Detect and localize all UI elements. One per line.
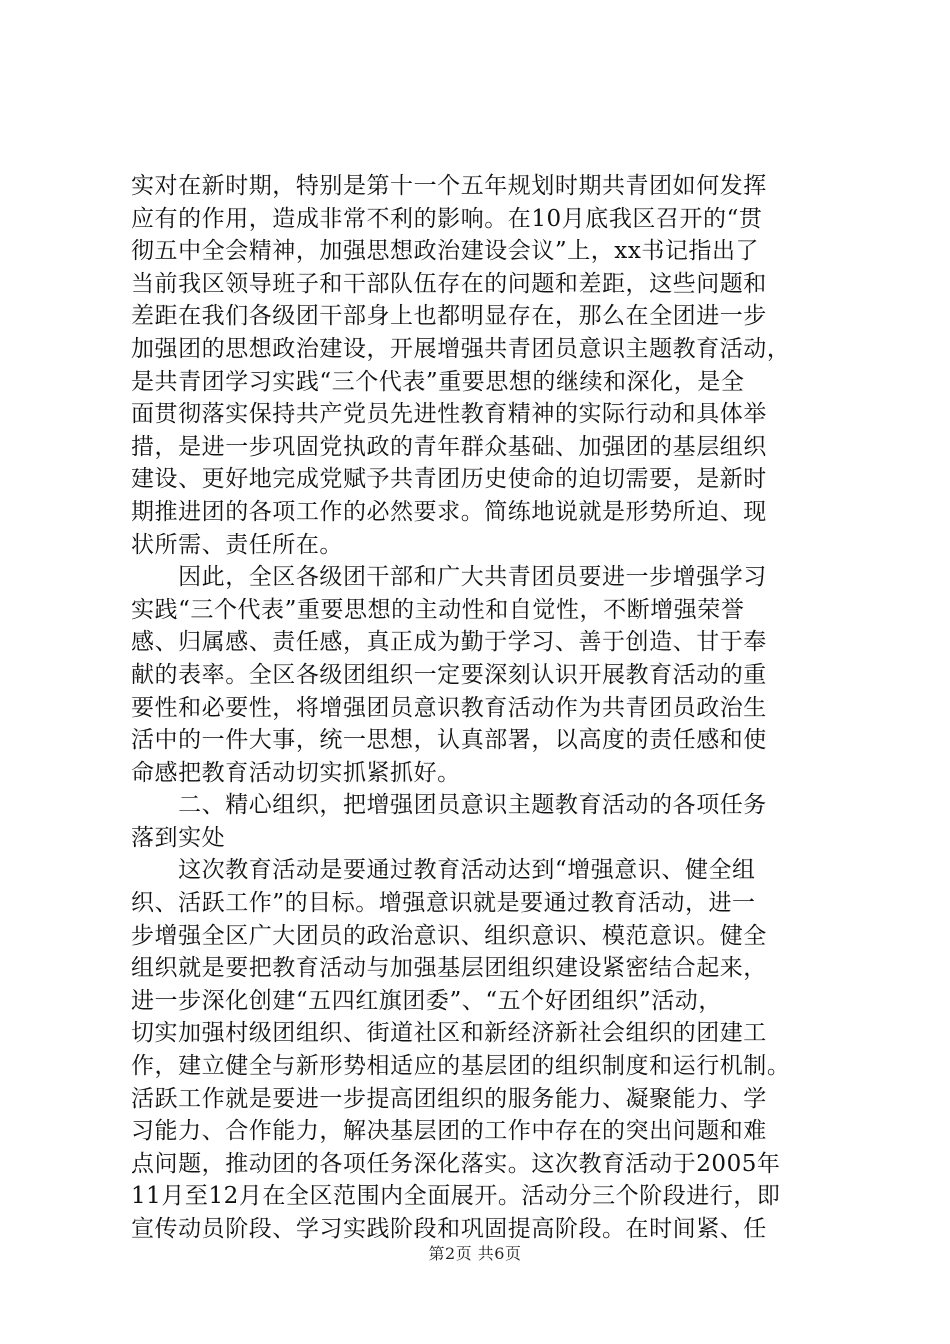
text-line: 二、精心组织，把增强团员意识主题教育活动的各项任务 (131, 792, 767, 819)
text-line: 11月至12月在全区范围内全面展开。活动分三个阶段进行，即 (131, 1183, 781, 1210)
text-line: 进一步深化创建“五四红旗团委”、“五个好团组织”活动， (131, 987, 722, 1014)
text-line: 献的表率。全区各级团组织一定要深刻认识开展教育活动的重 (131, 661, 767, 688)
text-line: 面贯彻落实保持共产党员先进性教育精神的实际行动和具体举 (131, 401, 767, 428)
text-line: 命感把教育活动切实抓紧抓好。 (131, 759, 461, 786)
text-line: 步增强全区广大团员的政治意识、组织意识、模范意识。健全 (131, 922, 767, 949)
text-line: 习能力、合作能力，解决基层团的工作中存在的突出问题和难 (131, 1118, 767, 1145)
text-line: 宣传动员阶段、学习实践阶段和巩固提高阶段。在时间紧、任 (131, 1216, 767, 1242)
text-line: 作，建立健全与新形势相适应的基层团的组织制度和运行机制。 (131, 1053, 791, 1080)
text-line: 措，是进一步巩固党执政的青年群众基础、加强团的基层组织 (131, 433, 767, 460)
text-line: 组织就是要把教育活动与加强基层团组织建设紧密结合起来， (131, 955, 767, 982)
text-line: 活中的一件大事，统一思想，认真部署，以高度的责任感和使 (131, 727, 767, 754)
text-line: 织、活跃工作”的目标。增强意识就是要通过教育活动，进一 (131, 890, 756, 917)
text-line: 实践“三个代表”重要思想的主动性和自觉性，不断增强荣誉 (131, 596, 745, 623)
text-line: 加强团的思想政治建设，开展增强共青团员意识主题教育活动， (131, 335, 791, 362)
text-line: 点问题，推动团的各项任务深化落实。这次教育活动于2005年 (131, 1150, 781, 1177)
body-text (131, 170, 831, 1246)
text-line: 落到实处 (131, 824, 226, 851)
text-line: 状所需、责任所在。 (131, 531, 343, 558)
text-line: 实对在新时期，特别是第十一个五年规划时期共青团如何发挥 (131, 173, 767, 199)
text-line: 期推进团的各项工作的必然要求。简练地说就是形势所迫、现 (131, 498, 767, 525)
text-line: 当前我区领导班子和干部队伍存在的问题和差距，这些问题和 (131, 270, 767, 297)
text-line: 差距在我们各级团干部身上也都明显存在，那么在全团进一步 (131, 303, 767, 330)
text-line: 要性和必要性，将增强团员意识教育活动作为共青团员政治生 (131, 694, 767, 721)
page-footer: 第2页 共6页 (428, 1244, 522, 1263)
text-line: 切实加强村级团组织、街道社区和新经济新社会组织的团建工 (131, 1020, 767, 1047)
text-line: 感、归属感、责任感，真正成为勤于学习、善于创造、甘于奉 (131, 629, 767, 656)
text-line: 是共青团学习实践“三个代表”重要思想的继续和深化，是全 (131, 368, 745, 395)
text-line: 应有的作用，造成非常不利的影响。在10月底我区召开的“贯 (131, 205, 763, 232)
text-line: 彻五中全会精神，加强思想政治建设会议”上，xx书记指出了 (131, 238, 760, 265)
text-line: 活跃工作就是要进一步提高团组织的服务能力、凝聚能力、学 (131, 1085, 767, 1112)
text-line: 这次教育活动是要通过教育活动达到“增强意识、健全组 (131, 857, 756, 884)
text-line: 因此，全区各级团干部和广大共青团员要进一步增强学习 (131, 564, 767, 591)
text-line: 建设、更好地完成党赋予共青团历史使命的迫切需要，是新时 (131, 466, 767, 493)
